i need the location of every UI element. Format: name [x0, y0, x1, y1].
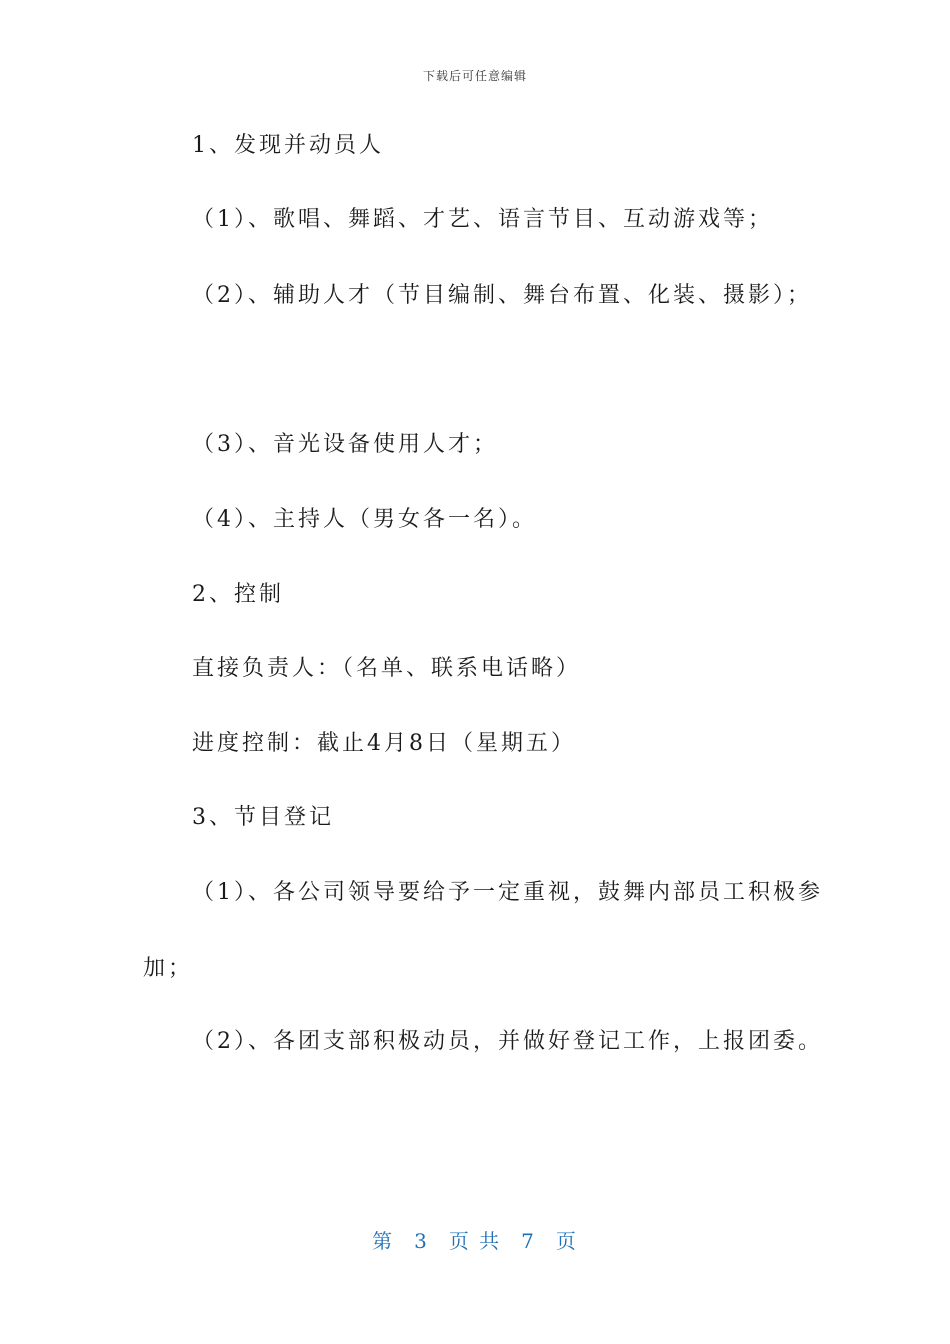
header-note: 下载后可任意编辑	[422, 69, 527, 83]
footer-total-pages: 7	[521, 1229, 536, 1253]
paragraph-line: 直接负责人：（名单、联系电话略）	[192, 656, 582, 681]
section-heading-1: 1、发现并动员人	[192, 133, 384, 158]
footer-current-page: 3	[414, 1229, 429, 1253]
list-item: （3）、音光设备使用人才；	[192, 432, 498, 457]
footer-suffix: 页	[555, 1229, 578, 1253]
list-item: （4）、主持人（男女各一名）。	[192, 507, 537, 532]
paragraph-line: 进度控制：截止4月8日（星期五）	[192, 731, 576, 756]
footer-prefix: 第	[372, 1229, 395, 1253]
list-item: （2）、各团支部积极动员，并做好登记工作，上报团委。	[192, 1029, 823, 1054]
section-heading-2: 2、控制	[192, 582, 284, 607]
list-item-continuation: 加；	[143, 956, 194, 981]
section-heading-3: 3、节目登记	[192, 805, 334, 830]
list-item: （1）、各公司领导要给予一定重视，鼓舞内部员工积极参	[192, 880, 823, 905]
list-item: （1）、歌唱、舞蹈、才艺、语言节目、互动游戏等；	[192, 207, 773, 232]
page-footer	[0, 1225, 950, 1254]
footer-middle: 页 共	[448, 1229, 502, 1253]
list-item: （2）、辅助人才（节目编制、舞台布置、化装、摄影）；	[192, 283, 812, 308]
